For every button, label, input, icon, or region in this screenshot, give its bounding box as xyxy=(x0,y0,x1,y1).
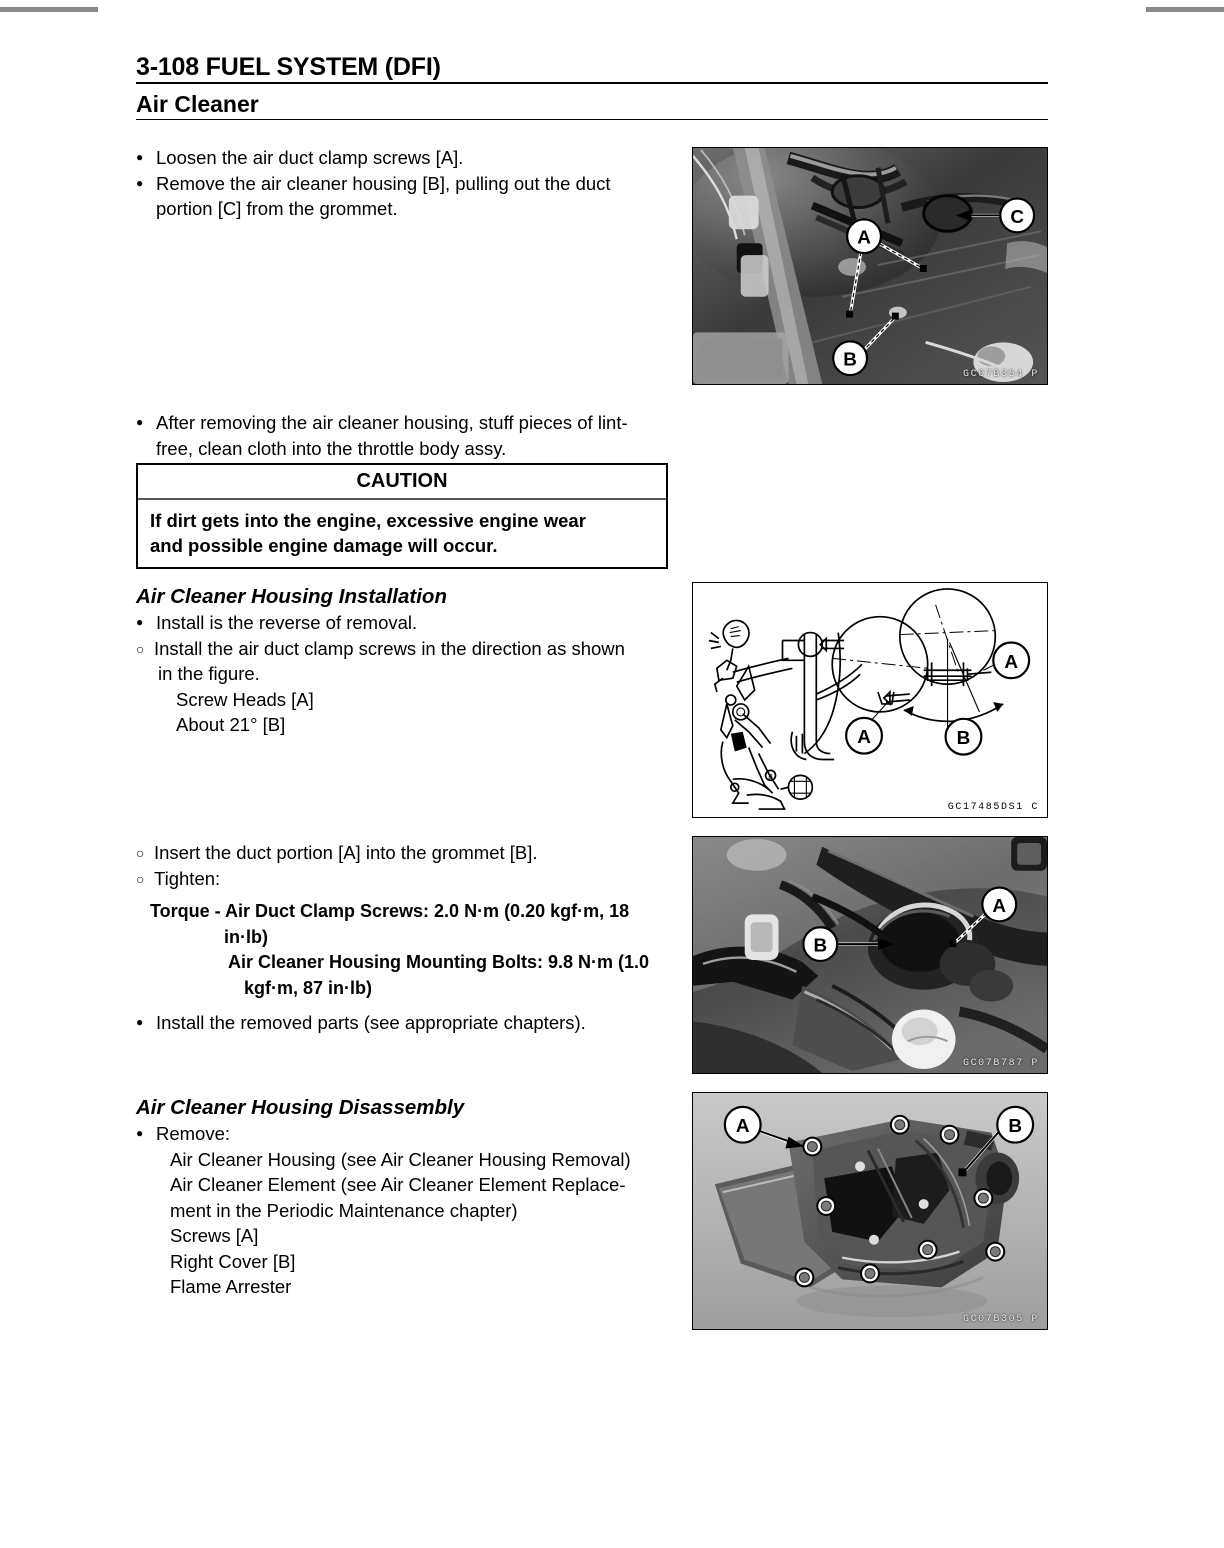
disassembly-step-1 xyxy=(136,1121,688,1147)
installation-step-1-text: Install is the reverse of removal. xyxy=(156,612,418,633)
callout-b-label: B xyxy=(956,727,971,749)
figure-1-graphic xyxy=(693,148,1047,384)
installation-item-angle: About 21° [B] xyxy=(176,714,286,735)
torque-spec-block xyxy=(136,891,676,1001)
installation-step-3-text: Insert the duct portion [A] into the grommet [B]. xyxy=(154,842,538,863)
bullet-dot-icon xyxy=(136,145,143,174)
disassembly-heading: Air Cleaner Housing Disassembly xyxy=(136,1096,465,1119)
bullet-dot-icon xyxy=(136,410,143,439)
disassembly-step-1-text: Remove: xyxy=(156,1123,231,1144)
figure-housing-disassembly xyxy=(692,1092,1048,1330)
removal-step-2 xyxy=(136,171,676,222)
section-title: Air Cleaner xyxy=(136,91,259,117)
installation-step-5-text: Install the removed parts (see appropriate chapters). xyxy=(156,1012,586,1033)
torque-line-3: Air Cleaner Housing Mounting Bolts: 9.8 N·m (1.0 xyxy=(228,952,650,972)
bullet-dot-icon xyxy=(136,1010,143,1039)
installation-section xyxy=(136,583,676,738)
caution-title: CAUTION xyxy=(138,465,666,500)
caution-line-1: If dirt gets into the engine, excessive engine wear xyxy=(150,510,586,531)
disassembly-item-flame-arrester: Flame Arrester xyxy=(170,1276,292,1297)
figure-2-code: GC17485DS1 C xyxy=(947,802,1039,813)
removal-steps xyxy=(136,145,676,222)
figure-2-graphic xyxy=(693,583,1047,817)
bullet-dot-icon xyxy=(136,1121,143,1150)
installation-item-screw-heads: Screw Heads [A] xyxy=(176,688,314,710)
caution-box xyxy=(136,463,668,569)
callout-c-label: C xyxy=(1010,205,1024,227)
disassembly-item-element-line2: ment in the Periodic Maintenance chapter) xyxy=(170,1199,518,1221)
installation-step-2 xyxy=(136,636,706,687)
bullet-ring-icon xyxy=(136,866,144,894)
installation-step-3 xyxy=(136,840,676,866)
installation-heading: Air Cleaner Housing Installation xyxy=(136,585,447,608)
disassembly-items xyxy=(136,1147,688,1300)
caution-body xyxy=(138,500,666,567)
disassembly-section xyxy=(136,1094,688,1300)
installation-step-5 xyxy=(136,1001,676,1036)
callout-a2-label: A xyxy=(1004,650,1019,672)
figure-3-code: GC07B787 P xyxy=(962,1058,1039,1069)
disassembly-item-right-cover: Right Cover [B] xyxy=(170,1250,296,1272)
figure-air-cleaner-housing-removal xyxy=(692,147,1048,385)
installation-step-2-line2: in the figure. xyxy=(158,663,260,684)
removal-step-1-text: Loosen the air duct clamp screws [A]. xyxy=(156,147,464,168)
installation-step-4 xyxy=(136,866,676,892)
callout-b-label: B xyxy=(843,348,857,370)
figure-duct-grommet-insert xyxy=(692,836,1048,1074)
bullet-dot-icon xyxy=(136,610,143,639)
figure-clamp-screw-direction xyxy=(692,582,1048,818)
removal-step-3 xyxy=(136,410,676,461)
page-title: 3-108 FUEL SYSTEM (DFI) xyxy=(136,53,441,81)
svg-text:B: B xyxy=(768,773,773,781)
figure-4-graphic xyxy=(693,1093,1047,1329)
figure-4-code: GC07B305 P xyxy=(962,1314,1039,1325)
disassembly-item-screws: Screws [A] xyxy=(170,1225,259,1246)
header-rule-bottom xyxy=(136,119,1048,120)
disassembly-item-element-line1: Air Cleaner Element (see Air Cleaner Element Replace- xyxy=(170,1174,626,1195)
torque-line-2: in·lb) xyxy=(224,926,268,947)
torque-line-4: kgf·m, 87 in·lb) xyxy=(244,977,373,998)
caution-line-2: and possible engine damage will occur. xyxy=(150,535,498,556)
removal-step-2-line1: Remove the air cleaner housing [B], pulling out the duct xyxy=(156,172,611,194)
removal-step-2-line2: portion [C] from the grommet. xyxy=(156,198,398,219)
callout-a-label: A xyxy=(735,1115,750,1137)
disassembly-item-housing: Air Cleaner Housing (see Air Cleaner Housing Removal) xyxy=(170,1148,631,1170)
figure-1-code: GC07B354 P xyxy=(962,369,1039,380)
bullet-ring-icon xyxy=(136,840,144,868)
torque-line-1: Torque - Air Duct Clamp Screws: 2.0 N·m (0.20 kgf·m, 18 xyxy=(150,901,630,921)
removal-step-3-line2: free, clean cloth into the throttle body assy. xyxy=(156,437,507,459)
tighten-section xyxy=(136,840,676,1036)
removal-step-1 xyxy=(136,145,676,171)
installation-step-4-text: Tighten: xyxy=(154,867,221,889)
removal-step-3-line1: After removing the air cleaner housing, stuff pieces of lint- xyxy=(156,412,628,433)
callout-a1-label: A xyxy=(857,726,871,748)
callout-b-label: B xyxy=(1008,1115,1023,1137)
installation-step-1 xyxy=(136,610,676,636)
installation-step-2-line1: Install the air duct clamp screws in the direction as shown xyxy=(154,637,625,659)
callout-b-label: B xyxy=(813,934,828,956)
callout-a-label: A xyxy=(992,894,1007,916)
page-header xyxy=(136,52,1048,120)
bullet-ring-icon xyxy=(136,636,144,664)
figure-3-graphic xyxy=(693,837,1047,1073)
removal-step-3-block xyxy=(136,410,676,461)
bullet-dot-icon xyxy=(136,171,143,200)
callout-a-label: A xyxy=(857,226,871,248)
